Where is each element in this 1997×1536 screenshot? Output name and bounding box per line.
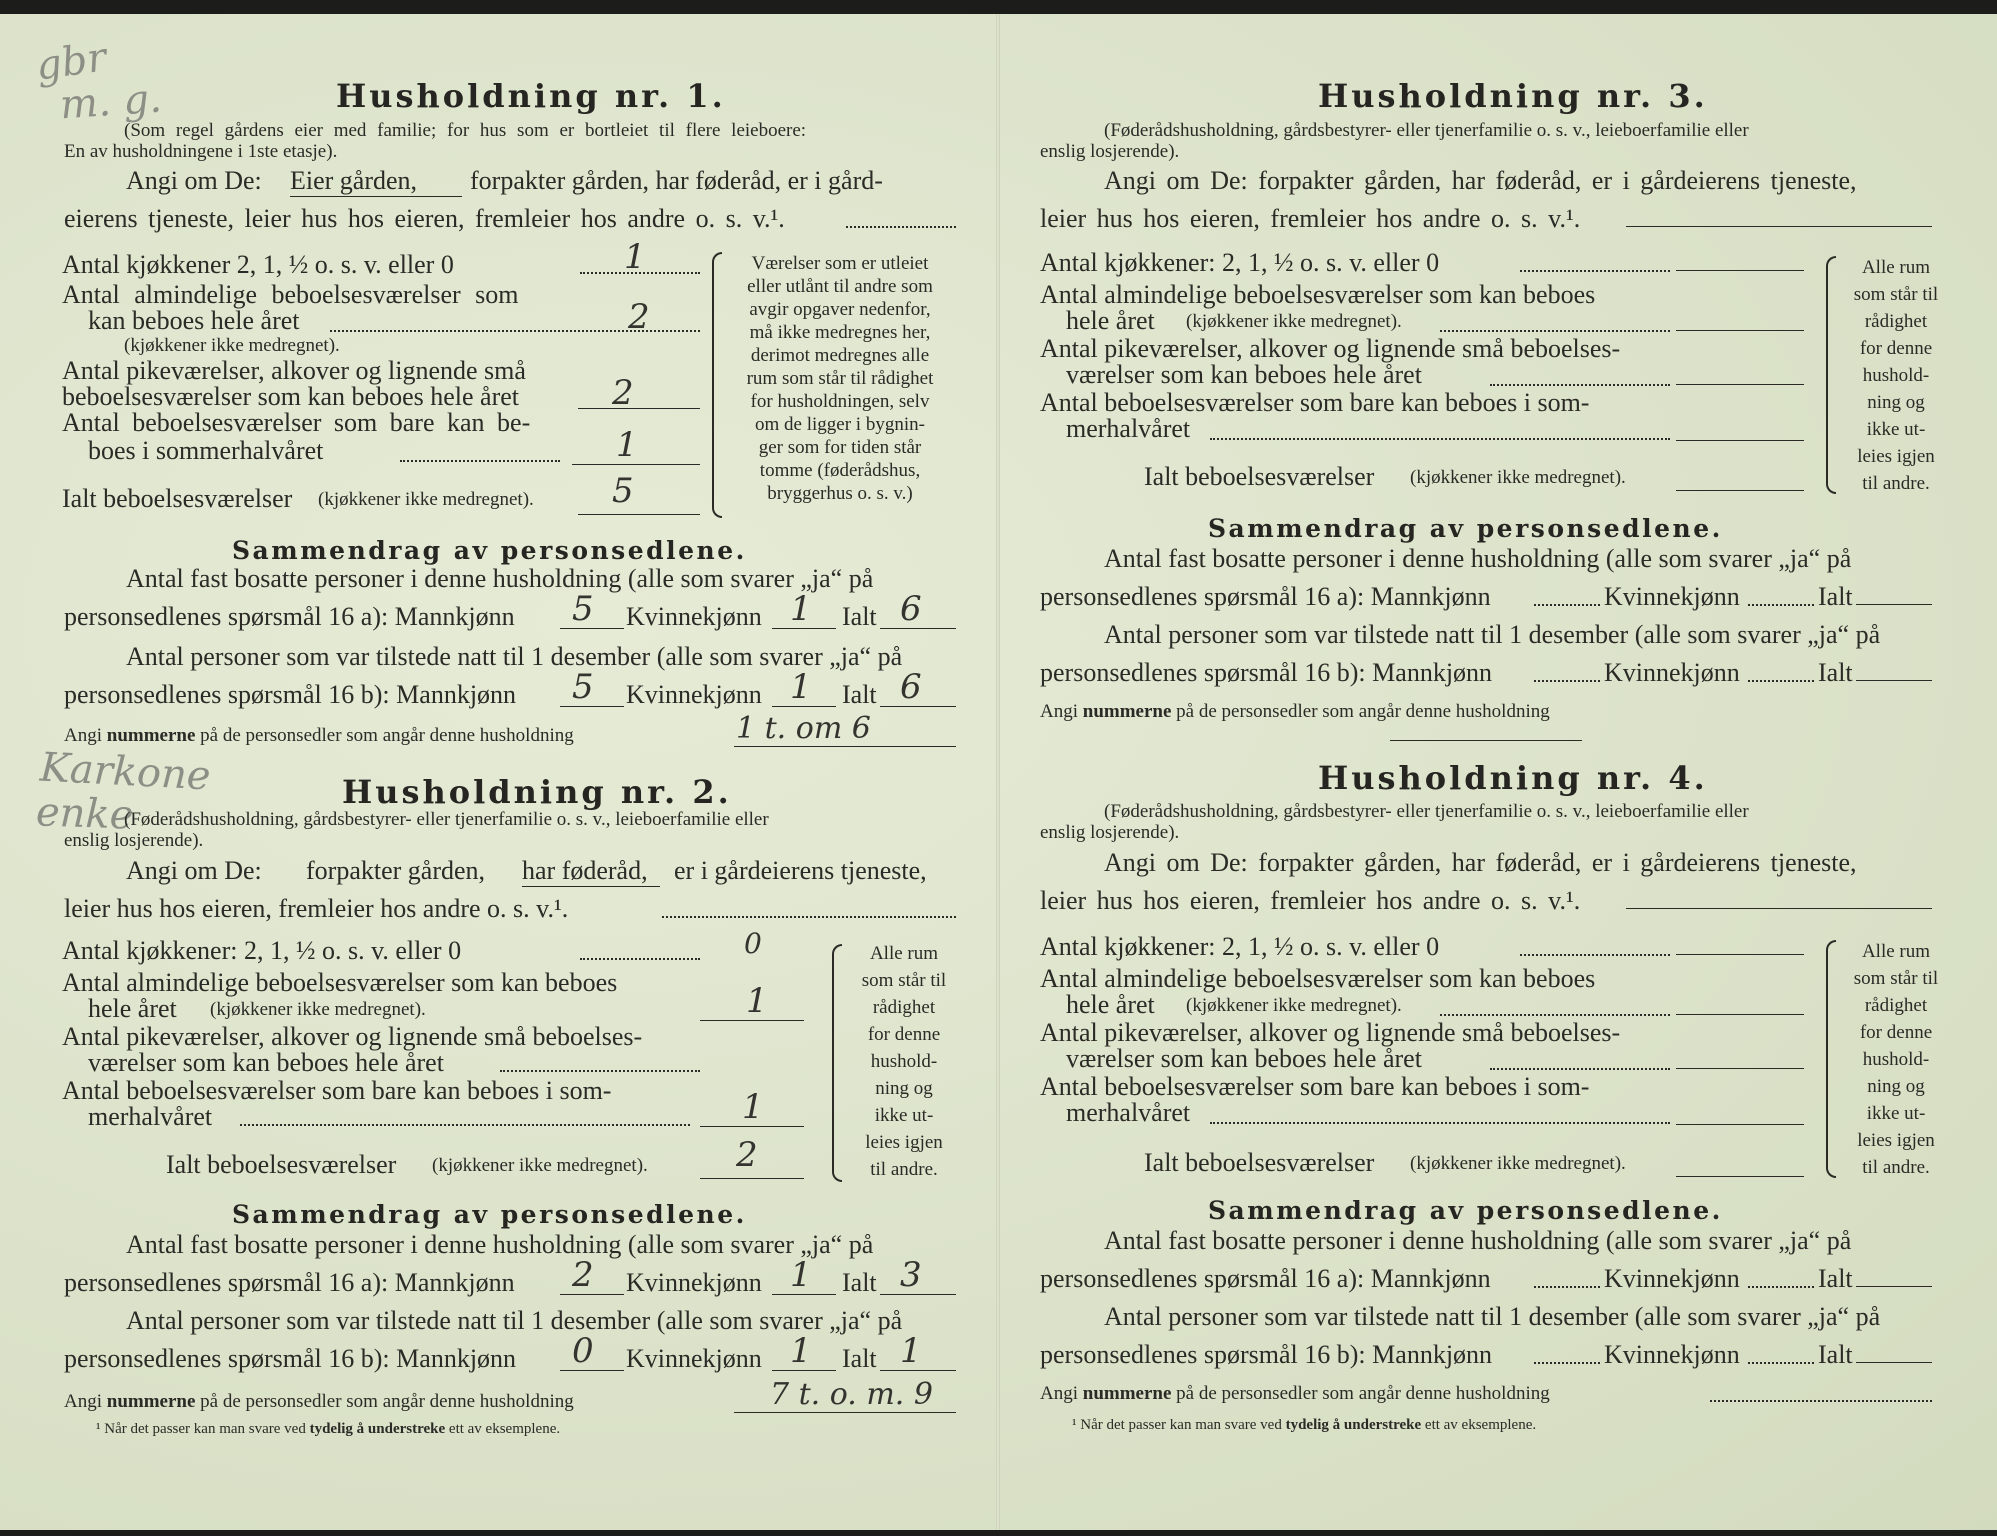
h3-alm-1: Antal almindelige beboelsesværelser som kan beboes bbox=[1040, 280, 1596, 309]
h4-sum-b1: Antal personer som var tilstede natt til 1 desember (alle som svarer „ja“ på bbox=[1104, 1302, 1881, 1331]
h2-alm-2a: hele året bbox=[88, 994, 177, 1023]
h4-kitchens-label: Antal kjøkkener: 2, 1, ½ o. s. v. eller 0 bbox=[1040, 932, 1440, 961]
h2-angi-forpakter: forpakter gården, bbox=[306, 856, 486, 885]
h4-sum-a2: personsedlenes spørsmål 16 a): Mannkjønn bbox=[1040, 1264, 1491, 1293]
h2-sommer-1: Antal beboelsesværelser som bare kan beboes i som- bbox=[62, 1076, 612, 1105]
h2-ialt-small: (kjøkkener ikke medregnet). bbox=[432, 1155, 648, 1176]
h1-sommer-dots bbox=[400, 460, 560, 462]
h1-pike-value: 2 bbox=[612, 373, 634, 413]
h2-a-ialt: 3 bbox=[900, 1255, 922, 1295]
pencil-note-enke: enke bbox=[35, 789, 135, 839]
h1-numre-line bbox=[734, 746, 956, 747]
h2-angi-dots bbox=[662, 916, 956, 918]
h2-sum-a1: Antal fast bosatte personer i denne husholdning (alle som svarer „ja“ på bbox=[126, 1230, 874, 1259]
h2-title: Husholdning nr. 2. bbox=[342, 773, 732, 811]
h1-ialt-small: (kjøkkener ikke medregnet). bbox=[318, 489, 534, 510]
h4-alm-dots bbox=[1440, 1014, 1670, 1016]
h3-a-ialt-label: Ialt bbox=[1818, 582, 1853, 611]
h3-ialt-small: (kjøkkener ikke medregnet). bbox=[1410, 467, 1626, 488]
h4-footnote: ¹ Når det passer kan man svare ved tydelig å understreke ett av eksemplene. bbox=[1072, 1417, 1537, 1433]
h4-sommer-dots bbox=[1210, 1122, 1670, 1124]
h2-b-ialt-label: Ialt bbox=[842, 1344, 877, 1373]
h4-b-kvinne-label: Kvinnekjønn bbox=[1604, 1340, 1740, 1369]
h3-title: Husholdning nr. 3. bbox=[1318, 77, 1708, 115]
h3-sum-b2: personsedlenes spørsmål 16 b): Mannkjønn bbox=[1040, 658, 1493, 687]
h1-sommer-value: 1 bbox=[616, 425, 638, 465]
h4-a-kvinne-line bbox=[1748, 1286, 1814, 1288]
h1-alm-2: kan beboes hele året bbox=[88, 306, 300, 335]
h1-pike-2: beboelsesværelser som kan beboes hele året bbox=[62, 382, 520, 411]
h4-pike-1: Antal pikeværelser, alkover og lignende små beboelses- bbox=[1040, 1018, 1621, 1047]
h3-a-kvinne-label: Kvinnekjønn bbox=[1604, 582, 1740, 611]
h3-alm-line bbox=[1676, 330, 1804, 331]
h3-sommer-line bbox=[1676, 440, 1804, 441]
h1-pike-1: Antal pikeværelser, alkover og lignende små bbox=[62, 356, 526, 385]
h2-alm-value: 1 bbox=[746, 981, 768, 1021]
h4-pike-2: værelser som kan beboes hele året bbox=[1066, 1044, 1422, 1073]
h1-a-mann: 5 bbox=[572, 589, 594, 629]
h2-pike-1: Antal pikeværelser, alkover og lignende små beboelses- bbox=[62, 1022, 643, 1051]
h4-alm-1: Antal almindelige beboelsesværelser som kan beboes bbox=[1040, 964, 1596, 993]
h3-angi-1: Angi om De: forpakter gården, har føderåd, er i gårdeierens tjeneste, bbox=[1104, 166, 1857, 195]
h1-b-kvinne: 1 bbox=[790, 667, 812, 707]
h1-numre-label: Angi nummerne på de personsedler som angår denne husholdning bbox=[64, 725, 574, 746]
h1-intro-2: En av husholdningene i 1ste etasje). bbox=[64, 141, 338, 162]
h4-sum-title: Sammendrag av personsedlene. bbox=[1208, 1196, 1723, 1225]
h1-alm-value: 2 bbox=[628, 297, 650, 337]
h4-b-mann-line bbox=[1534, 1362, 1600, 1364]
h3-sum-b1: Antal personer som var tilstede natt til 1 desember (alle som svarer „ja“ på bbox=[1104, 620, 1881, 649]
h1-note: Værelser som er utleiet eller utlånt til andre som avgir opgaver nedenfor, må ikke medregnes her, derimot medregnes alle rum som står til rådighet for husholdningen, selv om de ligger i bygnin- ger som for tiden står tomme (føderådshus, bryggerhus o. s. v.) bbox=[746, 253, 934, 504]
h3-intro-2: enslig losjerende). bbox=[1040, 141, 1180, 162]
h1-sum-title: Sammendrag av personsedlene. bbox=[232, 536, 747, 565]
h3-sum-title: Sammendrag av personsedlene. bbox=[1208, 514, 1723, 543]
h2-foderad-underline bbox=[522, 886, 660, 887]
h4-ialt-small: (kjøkkener ikke medregnet). bbox=[1410, 1153, 1626, 1174]
pencil-note-karkone: Karkone bbox=[38, 744, 212, 800]
h2-b-kvinne-label: Kvinnekjønn bbox=[626, 1344, 762, 1373]
h3-sommer-1: Antal beboelsesværelser som bare kan beboes i som- bbox=[1040, 388, 1590, 417]
h4-a-ialt-label: Ialt bbox=[1818, 1264, 1853, 1293]
h4-sum-a1: Antal fast bosatte personer i denne husholdning (alle som svarer „ja“ på bbox=[1104, 1226, 1852, 1255]
h4-sommer-1: Antal beboelsesværelser som bare kan beboes i som- bbox=[1040, 1072, 1590, 1101]
h2-sommer-2: merhalvåret bbox=[88, 1102, 213, 1131]
h3-a-kvinne-line bbox=[1748, 604, 1814, 606]
h2-a-kvinne-label: Kvinnekjønn bbox=[626, 1268, 762, 1297]
h2-note: Alle rum som står til rådighet for denne hushold- ning og ikke ut- leies igjen til andre. bbox=[861, 943, 947, 1180]
h3-sum-a1: Antal fast bosatte personer i denne husholdning (alle som svarer „ja“ på bbox=[1104, 544, 1852, 573]
h1-alm-3: (kjøkkener ikke medregnet). bbox=[124, 335, 340, 356]
h2-kitchens-label: Antal kjøkkener: 2, 1, ½ o. s. v. eller 0 bbox=[62, 936, 462, 965]
h2-ialt-label: Ialt beboelsesværelser bbox=[166, 1150, 397, 1179]
h3-a-ialt-line bbox=[1856, 604, 1932, 605]
h1-b-ialt: 6 bbox=[900, 667, 922, 707]
h4-kitchens-dots bbox=[1520, 954, 1670, 956]
h1-a-ialt: 6 bbox=[900, 589, 922, 629]
h4-ialt-line bbox=[1676, 1176, 1804, 1177]
h2-sum-a2: personsedlenes spørsmål 16 a): Mannkjønn bbox=[64, 1268, 515, 1297]
h1-a-ialt-label: Ialt bbox=[842, 602, 877, 631]
h1-alm-1: Antal almindelige beboelsesværelser som bbox=[62, 280, 519, 309]
h1-eier-underline bbox=[290, 196, 462, 197]
h4-title: Husholdning nr. 4. bbox=[1318, 759, 1708, 797]
h1-sommer-2: boes i sommerhalvåret bbox=[88, 436, 324, 465]
h4-b-ialt-label: Ialt bbox=[1818, 1340, 1853, 1369]
h3-alm-2a: hele året bbox=[1066, 306, 1155, 335]
h3-kitchens-dots bbox=[1520, 270, 1670, 272]
h1-angi-dots bbox=[846, 226, 956, 228]
h4-a-kvinne-label: Kvinnekjønn bbox=[1604, 1264, 1740, 1293]
h1-ialt-value: 5 bbox=[612, 471, 634, 511]
h2-pike-2: værelser som kan beboes hele året bbox=[88, 1048, 444, 1077]
h2-a-mann: 2 bbox=[572, 1255, 594, 1295]
h1-ialt-label: Ialt beboelsesværelser bbox=[62, 484, 293, 513]
h3-pike-line bbox=[1676, 384, 1804, 385]
h2-intro-2: enslig losjerende). bbox=[64, 830, 204, 851]
h2-ialt-line bbox=[700, 1178, 804, 1179]
h4-sommer-line bbox=[1676, 1124, 1804, 1125]
h3-pike-1: Antal pikeværelser, alkover og lignende små beboelses- bbox=[1040, 334, 1621, 363]
h4-b-ialt-line bbox=[1856, 1362, 1932, 1363]
h1-sommer-1: Antal beboelsesværelser som bare kan be- bbox=[62, 408, 531, 437]
h3-pike-dots bbox=[1490, 384, 1670, 386]
h2-kitchens-line bbox=[580, 958, 700, 960]
h3-alm-dots bbox=[1440, 330, 1670, 332]
h4-alm-2a: hele året bbox=[1066, 990, 1155, 1019]
h4-note: Alle rum som står til rådighet for denne hushold- ning og ikke ut- leies igjen til andre. bbox=[1853, 941, 1939, 1178]
h1-b-kvinne-label: Kvinnekjønn bbox=[626, 680, 762, 709]
h1-title: Husholdning nr. 1. bbox=[336, 77, 726, 115]
h1-intro-1: (Som regel gårdens eier med familie; for hus som er bortleiet til flere leieboere: bbox=[124, 120, 807, 141]
h3-note: Alle rum som står til rådighet for denne hushold- ning og ikke ut- leies igjen til andre. bbox=[1853, 257, 1939, 494]
h3-ialt-line bbox=[1676, 490, 1804, 491]
h3-b-kvinne-label: Kvinnekjønn bbox=[1604, 658, 1740, 687]
h2-sum-b2: personsedlenes spørsmål 16 b): Mannkjønn bbox=[64, 1344, 517, 1373]
h4-b-kvinne-line bbox=[1748, 1362, 1814, 1364]
h4-alm-line bbox=[1676, 1014, 1804, 1015]
h4-a-ialt-line bbox=[1856, 1286, 1932, 1287]
h2-footnote: ¹ Når det passer kan man svare ved tydelig å understreke ett av eksemplene. bbox=[96, 1421, 561, 1437]
h3-a-mann-line bbox=[1534, 604, 1600, 606]
h2-sum-b1: Antal personer som var tilstede natt til 1 desember (alle som svarer „ja“ på bbox=[126, 1306, 903, 1335]
h2-intro-1: (Føderådshusholdning, gårdsbestyrer- eller tjenerfamilie o. s. v., leieboerfamilie eller bbox=[124, 809, 769, 830]
h1-sum-b1: Antal personer som var tilstede natt til 1 desember (alle som svarer „ja“ på bbox=[126, 642, 903, 671]
h4-pike-line bbox=[1676, 1068, 1804, 1069]
pencil-note-gbr: gbr bbox=[33, 34, 110, 90]
h4-numre-label: Angi nummerne på de personsedler som angår denne husholdning bbox=[1040, 1383, 1550, 1404]
h1-b-ialt-label: Ialt bbox=[842, 680, 877, 709]
h2-angi-line2: leier hus hos eieren, fremleier hos andre o. s. v.¹. bbox=[64, 894, 569, 923]
h4-numre-line bbox=[1710, 1400, 1932, 1402]
h2-sum-title: Sammendrag av personsedlene. bbox=[232, 1200, 747, 1229]
h2-a-ialt-label: Ialt bbox=[842, 1268, 877, 1297]
h2-b-kvinne: 1 bbox=[790, 1331, 812, 1371]
h1-sum-a2: personsedlenes spørsmål 16 a): Mannkjønn bbox=[64, 602, 515, 631]
h3-kitchens-line bbox=[1676, 270, 1804, 271]
h4-intro-1: (Føderådshusholdning, gårdsbestyrer- eller tjenerfamilie o. s. v., leieboerfamilie eller bbox=[1104, 801, 1749, 822]
h4-pike-dots bbox=[1490, 1068, 1670, 1070]
h3-sommer-2: merhalvåret bbox=[1066, 414, 1191, 443]
h2-sommer-value: 1 bbox=[742, 1087, 764, 1127]
h2-note-brace bbox=[832, 944, 842, 1182]
h2-numre-label: Angi nummerne på de personsedler som angår denne husholdning bbox=[64, 1391, 574, 1412]
h2-numre-line bbox=[734, 1412, 956, 1413]
h2-numre-value: 7 t. o. m. 9 bbox=[770, 1377, 933, 1412]
h3-alm-2b: (kjøkkener ikke medregnet). bbox=[1186, 311, 1402, 332]
h1-a-kvinne-label: Kvinnekjønn bbox=[626, 602, 762, 631]
h2-a-kvinne: 1 bbox=[790, 1255, 812, 1295]
h3-ialt-label: Ialt beboelsesværelser bbox=[1144, 462, 1375, 491]
h1-numre-value: 1 t. om 6 bbox=[736, 711, 871, 746]
h3-sommer-dots bbox=[1210, 438, 1670, 440]
h1-b-mann: 5 bbox=[572, 667, 594, 707]
h3-angi-line bbox=[1626, 226, 1932, 227]
h2-angi-label: Angi om De: bbox=[126, 856, 262, 885]
h3-angi-2: leier hus hos eieren, fremleier hos andre o. s. v.¹. bbox=[1040, 204, 1581, 233]
pencil-note-mg: m. g. bbox=[58, 75, 164, 129]
h2-kitchens-value: 0 bbox=[744, 927, 762, 960]
h1-kitchens-label: Antal kjøkkener 2, 1, ½ o. s. v. eller 0 bbox=[62, 250, 454, 279]
h4-ialt-label: Ialt beboelsesværelser bbox=[1144, 1148, 1375, 1177]
h2-ialt-value: 2 bbox=[736, 1135, 758, 1175]
h3-sum-a2: personsedlenes spørsmål 16 a): Mannkjønn bbox=[1040, 582, 1491, 611]
h2-b-ialt: 1 bbox=[900, 1331, 922, 1371]
h1-kitchens-value: 1 bbox=[624, 237, 646, 277]
h3-h4-separator bbox=[1390, 740, 1582, 741]
h4-angi-line bbox=[1626, 908, 1932, 909]
h4-alm-2b: (kjøkkener ikke medregnet). bbox=[1186, 995, 1402, 1016]
h4-intro-2: enslig losjerende). bbox=[1040, 822, 1180, 843]
h4-angi-2: leier hus hos eieren, fremleier hos andre o. s. v.¹. bbox=[1040, 886, 1581, 915]
h3-kitchens-label: Antal kjøkkener: 2, 1, ½ o. s. v. eller 0 bbox=[1040, 248, 1440, 277]
h1-sum-b2: personsedlenes spørsmål 16 b): Mannkjønn bbox=[64, 680, 517, 709]
h3-b-mann-line bbox=[1534, 680, 1600, 682]
h1-pike-line bbox=[578, 408, 700, 409]
h3-b-ialt-line bbox=[1856, 680, 1932, 681]
h2-angi-foderad: har føderåd, bbox=[522, 856, 648, 885]
h1-angi-label: Angi om De: bbox=[126, 166, 262, 195]
h3-intro-1: (Føderådshusholdning, gårdsbestyrer- eller tjenerfamilie o. s. v., leieboerfamilie eller bbox=[1104, 120, 1749, 141]
h2-b-mann: 0 bbox=[572, 1331, 594, 1371]
h3-b-kvinne-line bbox=[1748, 680, 1814, 682]
h2-angi-rest: er i gårdeierens tjeneste, bbox=[674, 856, 927, 885]
h4-sum-b2: personsedlenes spørsmål 16 b): Mannkjønn bbox=[1040, 1340, 1493, 1369]
h2-alm-2b: (kjøkkener ikke medregnet). bbox=[210, 999, 426, 1020]
h4-kitchens-line bbox=[1676, 954, 1804, 955]
page-fold bbox=[996, 14, 1000, 1530]
h2-pike-dots bbox=[500, 1070, 700, 1072]
h3-b-ialt-label: Ialt bbox=[1818, 658, 1853, 687]
h1-angi-line2: eierens tjeneste, leier hus hos eieren, fremleier hos andre o. s. v.¹. bbox=[64, 204, 785, 233]
h1-a-kvinne: 1 bbox=[790, 589, 812, 629]
h4-a-mann-line bbox=[1534, 1286, 1600, 1288]
h1-sum-a1: Antal fast bosatte personer i denne husholdning (alle som svarer „ja“ på bbox=[126, 564, 874, 593]
h1-angi-eier: Eier gården, bbox=[290, 166, 418, 195]
h4-angi-1: Angi om De: forpakter gården, har føderåd, er i gårdeierens tjeneste, bbox=[1104, 848, 1857, 877]
h1-ialt-line bbox=[578, 514, 700, 515]
h2-sommer-dots bbox=[240, 1124, 690, 1126]
h3-pike-2: værelser som kan beboes hele året bbox=[1066, 360, 1422, 389]
h3-numre-label: Angi nummerne på de personsedler som angår denne husholdning bbox=[1040, 701, 1550, 722]
h2-alm-1: Antal almindelige beboelsesværelser som kan beboes bbox=[62, 968, 618, 997]
h4-sommer-2: merhalvåret bbox=[1066, 1098, 1191, 1127]
h1-angi-rest: forpakter gården, har føderåd, er i gård- bbox=[470, 166, 883, 195]
